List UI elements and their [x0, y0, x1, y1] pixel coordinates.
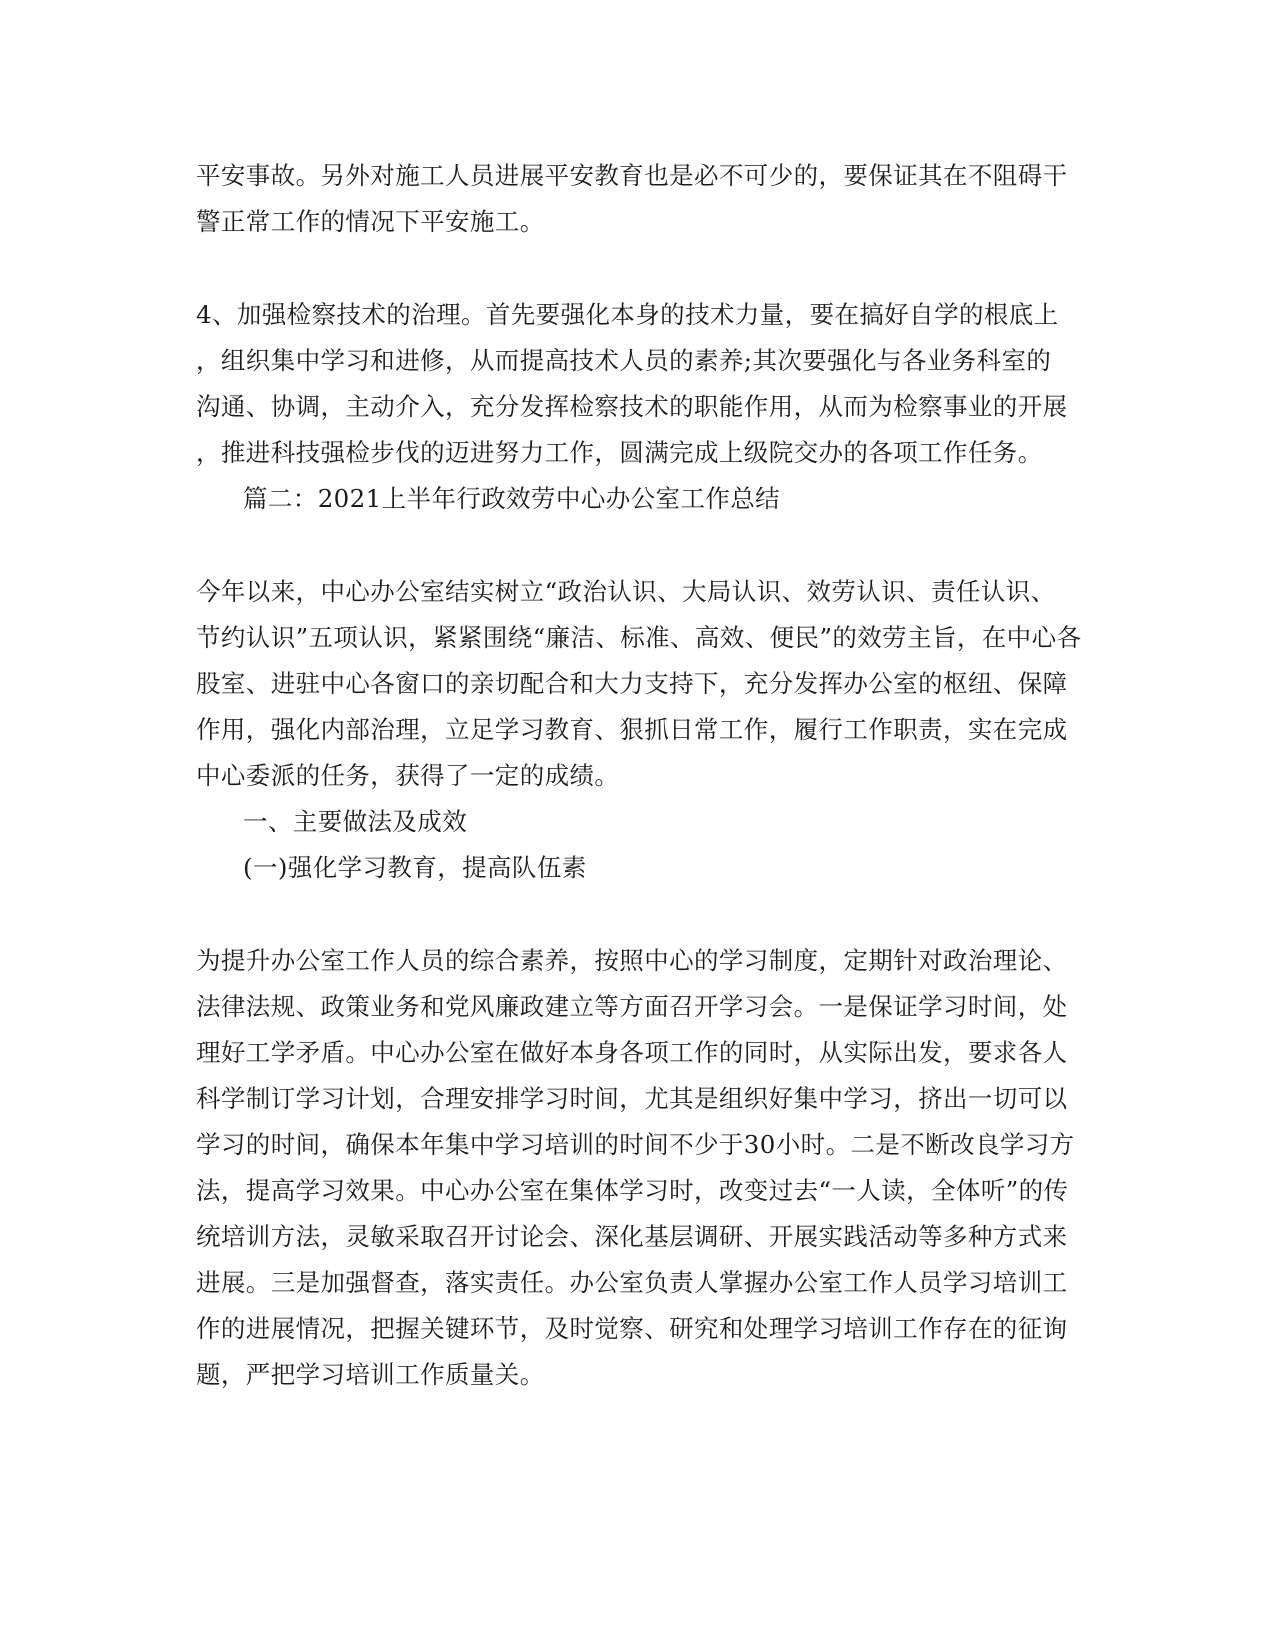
text-line: 为提升办公室工作人员的综合素养，按照中心的学习制度，定期针对政治理论、	[196, 946, 1068, 975]
text-line: ，组织集中学习和进修，从而提高技术人员的素养;其次要强化与各业务科室的	[196, 346, 1052, 375]
text-line: 科学制订学习计划，合理安排学习时间，尤其是组织好集中学习，挤出一切可以	[196, 1084, 1068, 1113]
text-line: 警正常工作的情况下平安施工。	[196, 207, 545, 236]
subsection-heading: (一)强化学习教育，提高队伍素	[243, 853, 587, 882]
text-line: 4、加强检察技术的治理。首先要强化本身的技术力量，要在搞好自学的根底上	[196, 300, 1059, 329]
text-line: 进展。三是加强督查，落实责任。办公室负责人掌握办公室工作人员学习培训工	[196, 1268, 1068, 1297]
text-line: 今年以来，中心办公室结实树立“政治认识、大局认识、效劳认识、责任认识、	[196, 577, 1056, 606]
text-line: 统培训方法，灵敏采取召开讨论会、深化基层调研、开展实践活动等多种方式来	[196, 1222, 1068, 1251]
text-line: 法律法规、政策业务和党风廉政建立等方面召开学习会。一是保证学习时间，处	[196, 992, 1068, 1021]
text-line: 作的进展情况，把握关键环节，及时觉察、研究和处理学习培训工作存在的征询	[196, 1314, 1068, 1343]
text-line: 股室、进驻中心各窗口的亲切配合和大力支持下，充分发挥办公室的枢纽、保障	[196, 669, 1068, 698]
section-heading: 一、主要做法及成效	[243, 807, 468, 836]
text-line: 中心委派的任务，获得了一定的成绩。	[196, 761, 620, 790]
text-line: 学习的时间，确保本年集中学习培训的时间不少于30小时。二是不断改良学习方	[196, 1130, 1075, 1159]
text-line: ，推进科技强检步伐的迈进努力工作，圆满完成上级院交办的各项工作任务。	[196, 438, 1043, 467]
article-title: 篇二：2021上半年行政效劳中心办公室工作总结	[243, 484, 781, 513]
text-line: 作用，强化内部治理，立足学习教育、狠抓日常工作，履行工作职责，实在完成	[196, 715, 1068, 744]
text-line: 沟通、协调，主动介入，充分发挥检察技术的职能作用，从而为检察事业的开展	[196, 392, 1068, 421]
text-line: 节约认识”五项认识，紧紧围绕“廉洁、标准、高效、便民”的效劳主旨，在中心各	[196, 623, 1082, 652]
text-line: 理好工学矛盾。中心办公室在做好本身各项工作的同时，从实际出发，要求各人	[196, 1038, 1068, 1067]
text-line: 法，提高学习效果。中心办公室在集体学习时，改变过去“一人读，全体听”的传	[196, 1176, 1069, 1205]
text-line: 平安事故。另外对施工人员进展平安教育也是必不可少的，要保证其在不阻碍干	[196, 161, 1068, 190]
text-line: 题，严把学习培训工作质量关。	[196, 1360, 545, 1389]
